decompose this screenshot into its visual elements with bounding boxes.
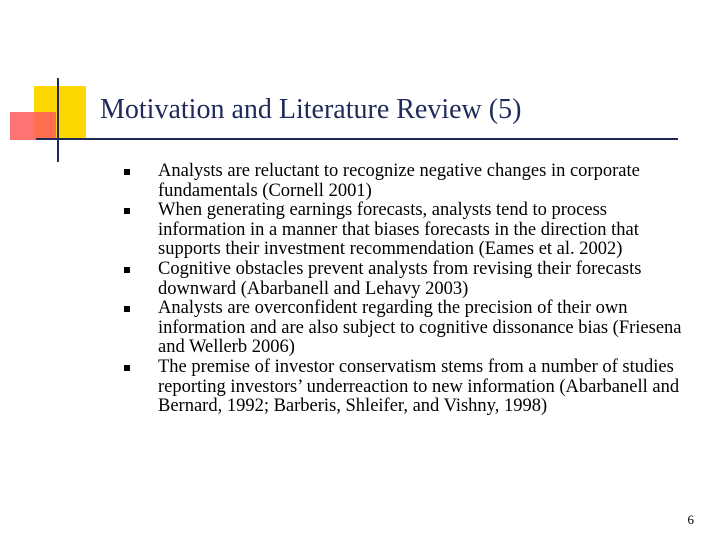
bullet-item: [158, 358, 698, 417]
square-bullet-icon: [124, 208, 130, 214]
bullet-list: [158, 162, 698, 417]
square-bullet-icon: [124, 306, 130, 312]
bullet-item: [158, 299, 698, 358]
bullet-text: When generating earnings forecasts, analysts tend to process information in a manner that biases forecasts in the direction that supports their investment recommendation (Eames et al. 2002): [158, 200, 639, 260]
square-bullet-icon: [124, 267, 130, 273]
bullet-item: [158, 162, 698, 201]
bullet-text: The premise of investor conservatism stems from a number of studies reporting investors’ underreaction to new information (Abarbanell and Bernard, 1992; Barberis, Shleifer, and Vishny, 1998): [158, 356, 680, 417]
bullet-text: Analysts are reluctant to recognize negative changes in corporate fundamentals (Cornell 2001): [158, 161, 640, 201]
bullet-text: Analysts are overconfident regarding the precision of their own information and are also subject to cognitive dissonance bias (Friesena and Wellerb 2006): [158, 298, 682, 358]
square-bullet-icon: [124, 169, 130, 175]
decorative-red-rectangle: [10, 112, 56, 140]
bullet-item: [158, 201, 698, 260]
slide-title: Motivation and Literature Review (5): [100, 94, 522, 125]
page-number: 6: [687, 512, 694, 527]
title-underline: [36, 138, 678, 140]
decorative-vertical-line: [57, 78, 59, 162]
bullet-text: Cognitive obstacles prevent analysts from revising their forecasts downward (Abarbanell and Lehavy 2003): [158, 258, 642, 299]
bullet-item: [158, 260, 698, 299]
square-bullet-icon: [124, 365, 130, 371]
